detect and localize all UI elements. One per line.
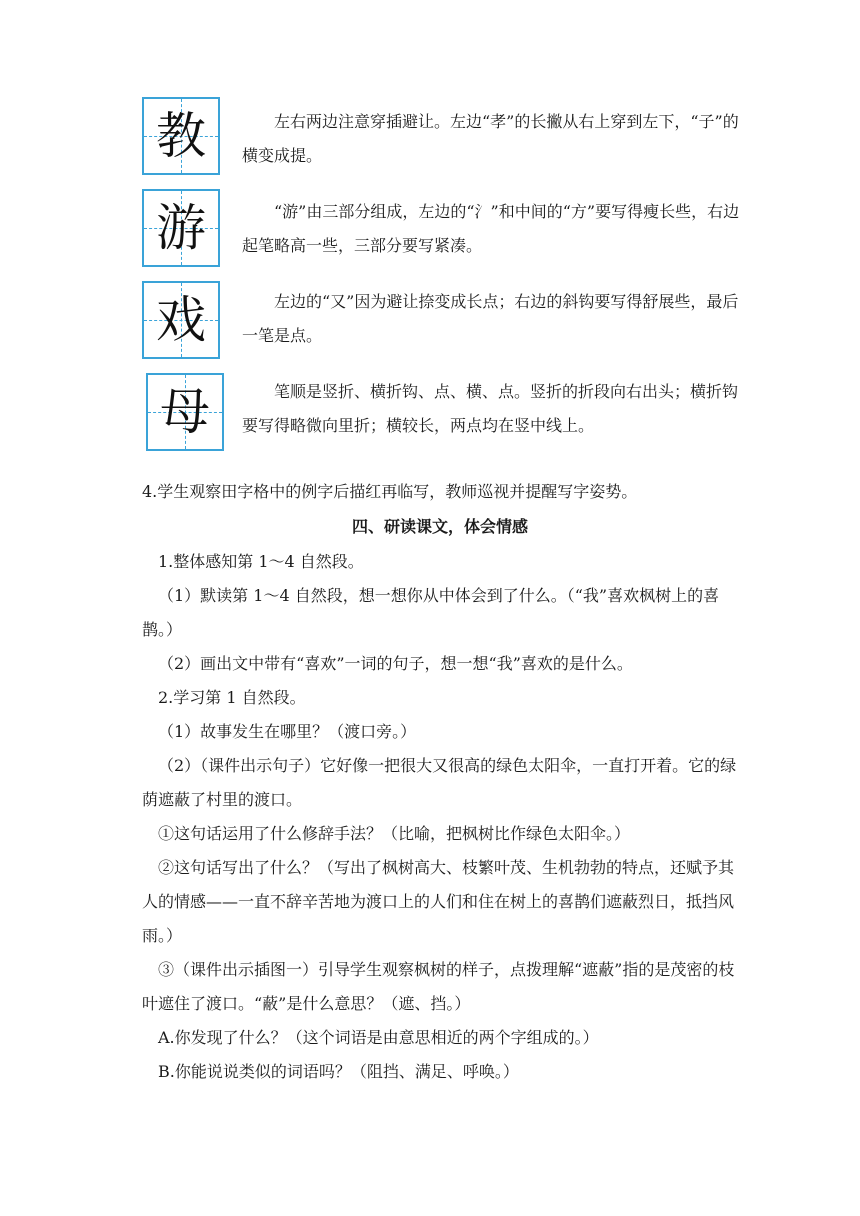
- paragraph: （1）默读第 1～4 自然段，想一想你从中体会到了什么。（“我”喜欢枫树上的喜鹊。）: [142, 586, 720, 639]
- example-character: 游: [156, 199, 206, 257]
- character-note: “游”由三部分组成，左边的“氵”和中间的“方”要写得瘦长些，右边起笔略高一些，三部分要写紧凑。: [242, 202, 740, 255]
- paragraph: ③（课件出示插图一）引导学生观察枫树的样子，点拨理解“遮蔽”指的是茂密的枝叶遮住了渡口。“蔽”是什么意思？（遮、挡。）: [142, 960, 735, 1013]
- section-heading: 四、研读课文，体会情感: [351, 517, 528, 536]
- tianzige-grid: [142, 97, 220, 175]
- paragraph: B.你能说说类似的词语吗？（阻挡、满足、呼唤。）: [158, 1062, 519, 1081]
- paragraph: A.你发现了什么？（这个词语是由意思相近的两个字组成的。）: [158, 1028, 599, 1047]
- tianzige-grid: [142, 189, 220, 267]
- character-note: 左右两边注意穿插避让。左边“孝”的长撇从右上穿到左下，“子”的横变成提。: [242, 112, 739, 165]
- example-character: 教: [156, 107, 206, 165]
- tianzige-grid: [142, 281, 220, 359]
- paragraph: （2）画出文中带有“喜欢”一词的句子，想一想“我”喜欢的是什么。: [158, 654, 633, 673]
- paragraph: 2.学习第 1 自然段。: [158, 688, 306, 707]
- paragraph: （2）（课件出示句子）它好像一把很大又很高的绿色太阳伞，一直打开着。它的绿荫遮蔽了村里的渡口。: [142, 756, 737, 809]
- paragraph: ①这句话运用了什么修辞手法？（比喻，把枫树比作绿色太阳伞。）: [158, 824, 631, 843]
- paragraph: 1.整体感知第 1～4 自然段。: [158, 552, 364, 571]
- paragraph-step4: 4.学生观察田字格中的例字后描红再临写，教师巡视并提醒写字姿势。: [142, 482, 638, 501]
- example-character: 戏: [156, 291, 206, 349]
- character-note: 笔顺是竖折、横折钩、点、横、点。竖折的折段向右出头；横折钩要写得略微向里折；横较长，两点均在竖中线上。: [242, 382, 739, 435]
- tianzige-grid: [146, 373, 224, 451]
- paragraph: （1）故事发生在哪里？（渡口旁。）: [158, 722, 417, 741]
- example-character: 母: [160, 383, 210, 441]
- paragraph: ②这句话写出了什么？（写出了枫树高大、枝繁叶茂、生机勃勃的特点，还赋予其人的情感——一直不辞辛苦地为渡口上的人们和住在树上的喜鹊们遮蔽烈日，抵挡风雨。）: [142, 858, 735, 945]
- character-note: 左边的“又”因为避让捺变成长点；右边的斜钩要写得舒展些，最后一笔是点。: [242, 292, 739, 345]
